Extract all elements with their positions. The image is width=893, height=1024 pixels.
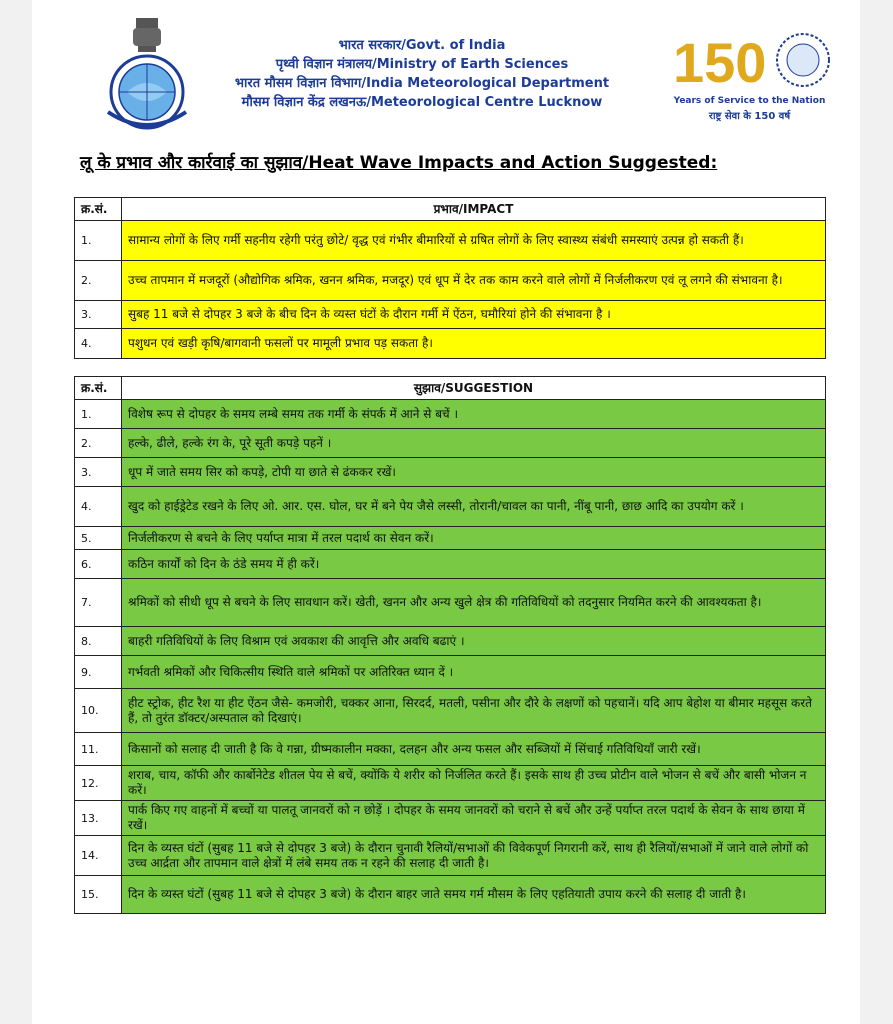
- row-number: 3.: [75, 301, 122, 329]
- row-number: 12.: [75, 766, 122, 801]
- table-row: [75, 766, 826, 801]
- row-number: 13.: [75, 801, 122, 836]
- table-row: [75, 836, 826, 876]
- row-text: दिन के व्यस्त घंटों (सुबह 11 बजे से दोपहर 3 बजे) के दौरान बाहर जाते समय गर्म मौसम के लिए एहतियाती उपाय करने की सलाह दी जाती है।: [122, 876, 826, 914]
- table-row: [75, 550, 826, 579]
- table-header-row: [75, 377, 826, 400]
- impact-header: प्रभाव/IMPACT: [122, 198, 826, 221]
- row-number: 5.: [75, 527, 122, 550]
- table-row: [75, 656, 826, 689]
- row-text: पशुधन एवं खड़ी कृषि/बागवानी फसलों पर मामूली प्रभाव पड़ सकता है।: [122, 329, 826, 359]
- row-number: 15.: [75, 876, 122, 914]
- table-row: [75, 301, 826, 329]
- row-text: पार्क किए गए वाहनों में बच्चों या पालतू जानवरों को न छोड़ें । दोपहर के समय जानवरों को चराने से बचें और उन्हें पर्याप्त तरल पदार्थ के सेवन के साथ छाया में रखें।: [122, 801, 826, 836]
- table-row: [75, 458, 826, 487]
- impact-table: [74, 197, 826, 359]
- badge-tagline-hi: राष्ट्र सेवा के 150 वर्ष: [708, 111, 791, 122]
- badge-number: 150: [673, 31, 767, 94]
- 150-years-badge: [667, 26, 832, 126]
- row-text: हल्के, ढीले, हल्के रंग के, पूरे सूती कपड़े पहनें ।: [122, 429, 826, 458]
- row-text: उच्च तापमान में मजदूरों (औद्योगिक श्रमिक, खनन श्रमिक, मजदूर) एवं धूप में देर तक काम करने वाले लोगों में निर्जलीकरण एवं लू लगने की संभावना है।: [122, 261, 826, 301]
- badge-tagline-en: Years of Service to the Nation: [673, 96, 826, 106]
- row-text: श्रमिकों को सीधी धूप से बचने के लिए सावधान करें। खेती, खनन और अन्य खुले क्षेत्र की गतिविधियों को तदनुसार नियमित करने की आवश्यकता है।: [122, 579, 826, 627]
- table-row: [75, 487, 826, 527]
- row-text: धूप में जाते समय सिर को कपड़े, टोपी या छाते से ढंककर रखें।: [122, 458, 826, 487]
- row-number: 4.: [75, 487, 122, 527]
- table-row: [75, 527, 826, 550]
- row-text: किसानों को सलाह दी जाती है कि वे गन्ना, ग्रीष्मकालीन मक्का, दलहन और अन्य फसल और सब्जियों में सिंचाई गतिविधियाँ जारी रखें।: [122, 733, 826, 766]
- letterhead-text: [182, 36, 662, 112]
- table-row: [75, 429, 826, 458]
- row-number: 6.: [75, 550, 122, 579]
- row-text: सामान्य लोगों के लिए गर्मी सहनीय रहेगी परंतु छोटे/ वृद्ध एवं गंभीर बीमारियों से ग्रषित लोगों के लिए स्वास्थ्य संबंधी समस्याएं उत्पन्न हो सकती हैं।: [122, 221, 826, 261]
- table-row: [75, 876, 826, 914]
- row-number: 10.: [75, 689, 122, 733]
- table-row: [75, 400, 826, 429]
- page-title: लू के प्रभाव और कार्रवाई का सुझाव/Heat Wave Impacts and Action Suggested:: [80, 153, 718, 173]
- suggestion-table: [74, 376, 826, 914]
- serial-header: क्र.सं.: [75, 377, 122, 400]
- row-number: 7.: [75, 579, 122, 627]
- row-number: 2.: [75, 261, 122, 301]
- row-number: 9.: [75, 656, 122, 689]
- letterhead: [32, 0, 860, 140]
- row-number: 2.: [75, 429, 122, 458]
- table-row: [75, 261, 826, 301]
- row-text: गर्भवती श्रमिकों और चिकित्सीय स्थिति वाले श्रमिकों पर अतिरिक्त ध्यान दें ।: [122, 656, 826, 689]
- row-number: 8.: [75, 627, 122, 656]
- table-row: [75, 627, 826, 656]
- suggestion-header: सुझाव/SUGGESTION: [122, 377, 826, 400]
- row-text: निर्जलीकरण से बचने के लिए पर्याप्त मात्रा में तरल पदार्थ का सेवन करें।: [122, 527, 826, 550]
- table-header-row: [75, 198, 826, 221]
- ministry-line: पृथ्वी विज्ञान मंत्रालय/Ministry of Earth Sciences: [275, 57, 569, 72]
- table-row: [75, 579, 826, 627]
- row-text: खुद को हाईड्रेटेड रखने के लिए ओ. आर. एस. घोल, घर में बने पेय जैसे लस्सी, तोरानी/चावल का पानी, नींबू पानी, छाछ आदि का उपयोग करें ।: [122, 487, 826, 527]
- row-number: 14.: [75, 836, 122, 876]
- row-text: शराब, चाय, कॉफी और कार्बोनेटेड शीतल पेय से बचें, क्योंकि ये शरीर को निर्जलित करते हैं। इसके साथ ही उच्च प्रोटीन वाले भोजन से बचें और बासी भोजन न करें।: [122, 766, 826, 801]
- row-text: सुबह 11 बजे से दोपहर 3 बजे के बीच दिन के व्यस्त घंटों के दौरान गर्मी में ऐंठन, घमौरियां होने की संभावना है ।: [122, 301, 826, 329]
- serial-header: क्र.सं.: [75, 198, 122, 221]
- table-row: [75, 221, 826, 261]
- row-text: दिन के व्यस्त घंटों (सुबह 11 बजे से दोपहर 3 बजे) के दौरान चुनावी रैलियों/सभाओं की विवेकपूर्ण निगरानी करें, साथ ही रैलियों/सभाओं में जाने वाले लोगों को उच्च आर्द्रता और तापमान वाले क्षेत्रों में लंबे समय तक न रहने की सलाह दी जाती है।: [122, 836, 826, 876]
- table-row: [75, 329, 826, 359]
- govt-line: भारत सरकार/Govt. of India: [338, 38, 506, 53]
- row-text: हीट स्ट्रोक, हीट रैश या हीट ऐंठन जैसे- कमजोरी, चक्कर आना, सिरदर्द, मतली, पसीना और दौरे के लक्षणों को पहचानें। यदि आप बेहोश या बीमार महसूस करते हैं, तो तुरंत डॉक्टर/अस्पताल को दिखाएं।: [122, 689, 826, 733]
- centre-line: मौसम विज्ञान केंद्र लखनऊ/Meteorological Centre Lucknow: [241, 95, 603, 110]
- row-number: 1.: [75, 400, 122, 429]
- row-text: कठिन कार्यों को दिन के ठंडे समय में ही करें।: [122, 550, 826, 579]
- table-row: [75, 689, 826, 733]
- row-text: विशेष रूप से दोपहर के समय लम्बे समय तक गर्मी के संपर्क में आने से बचें ।: [122, 400, 826, 429]
- 150-years-logo-icon: [667, 26, 832, 96]
- row-number: 4.: [75, 329, 122, 359]
- table-row: [75, 801, 826, 836]
- table-row: [75, 733, 826, 766]
- document-page: [32, 0, 860, 1024]
- department-line: भारत मौसम विज्ञान विभाग/India Meteorological Department: [234, 76, 610, 91]
- row-text: बाहरी गतिविधियों के लिए विश्राम एवं अवकाश की आवृत्ति और अवधि बढाएं ।: [122, 627, 826, 656]
- row-number: 1.: [75, 221, 122, 261]
- row-number: 11.: [75, 733, 122, 766]
- row-number: 3.: [75, 458, 122, 487]
